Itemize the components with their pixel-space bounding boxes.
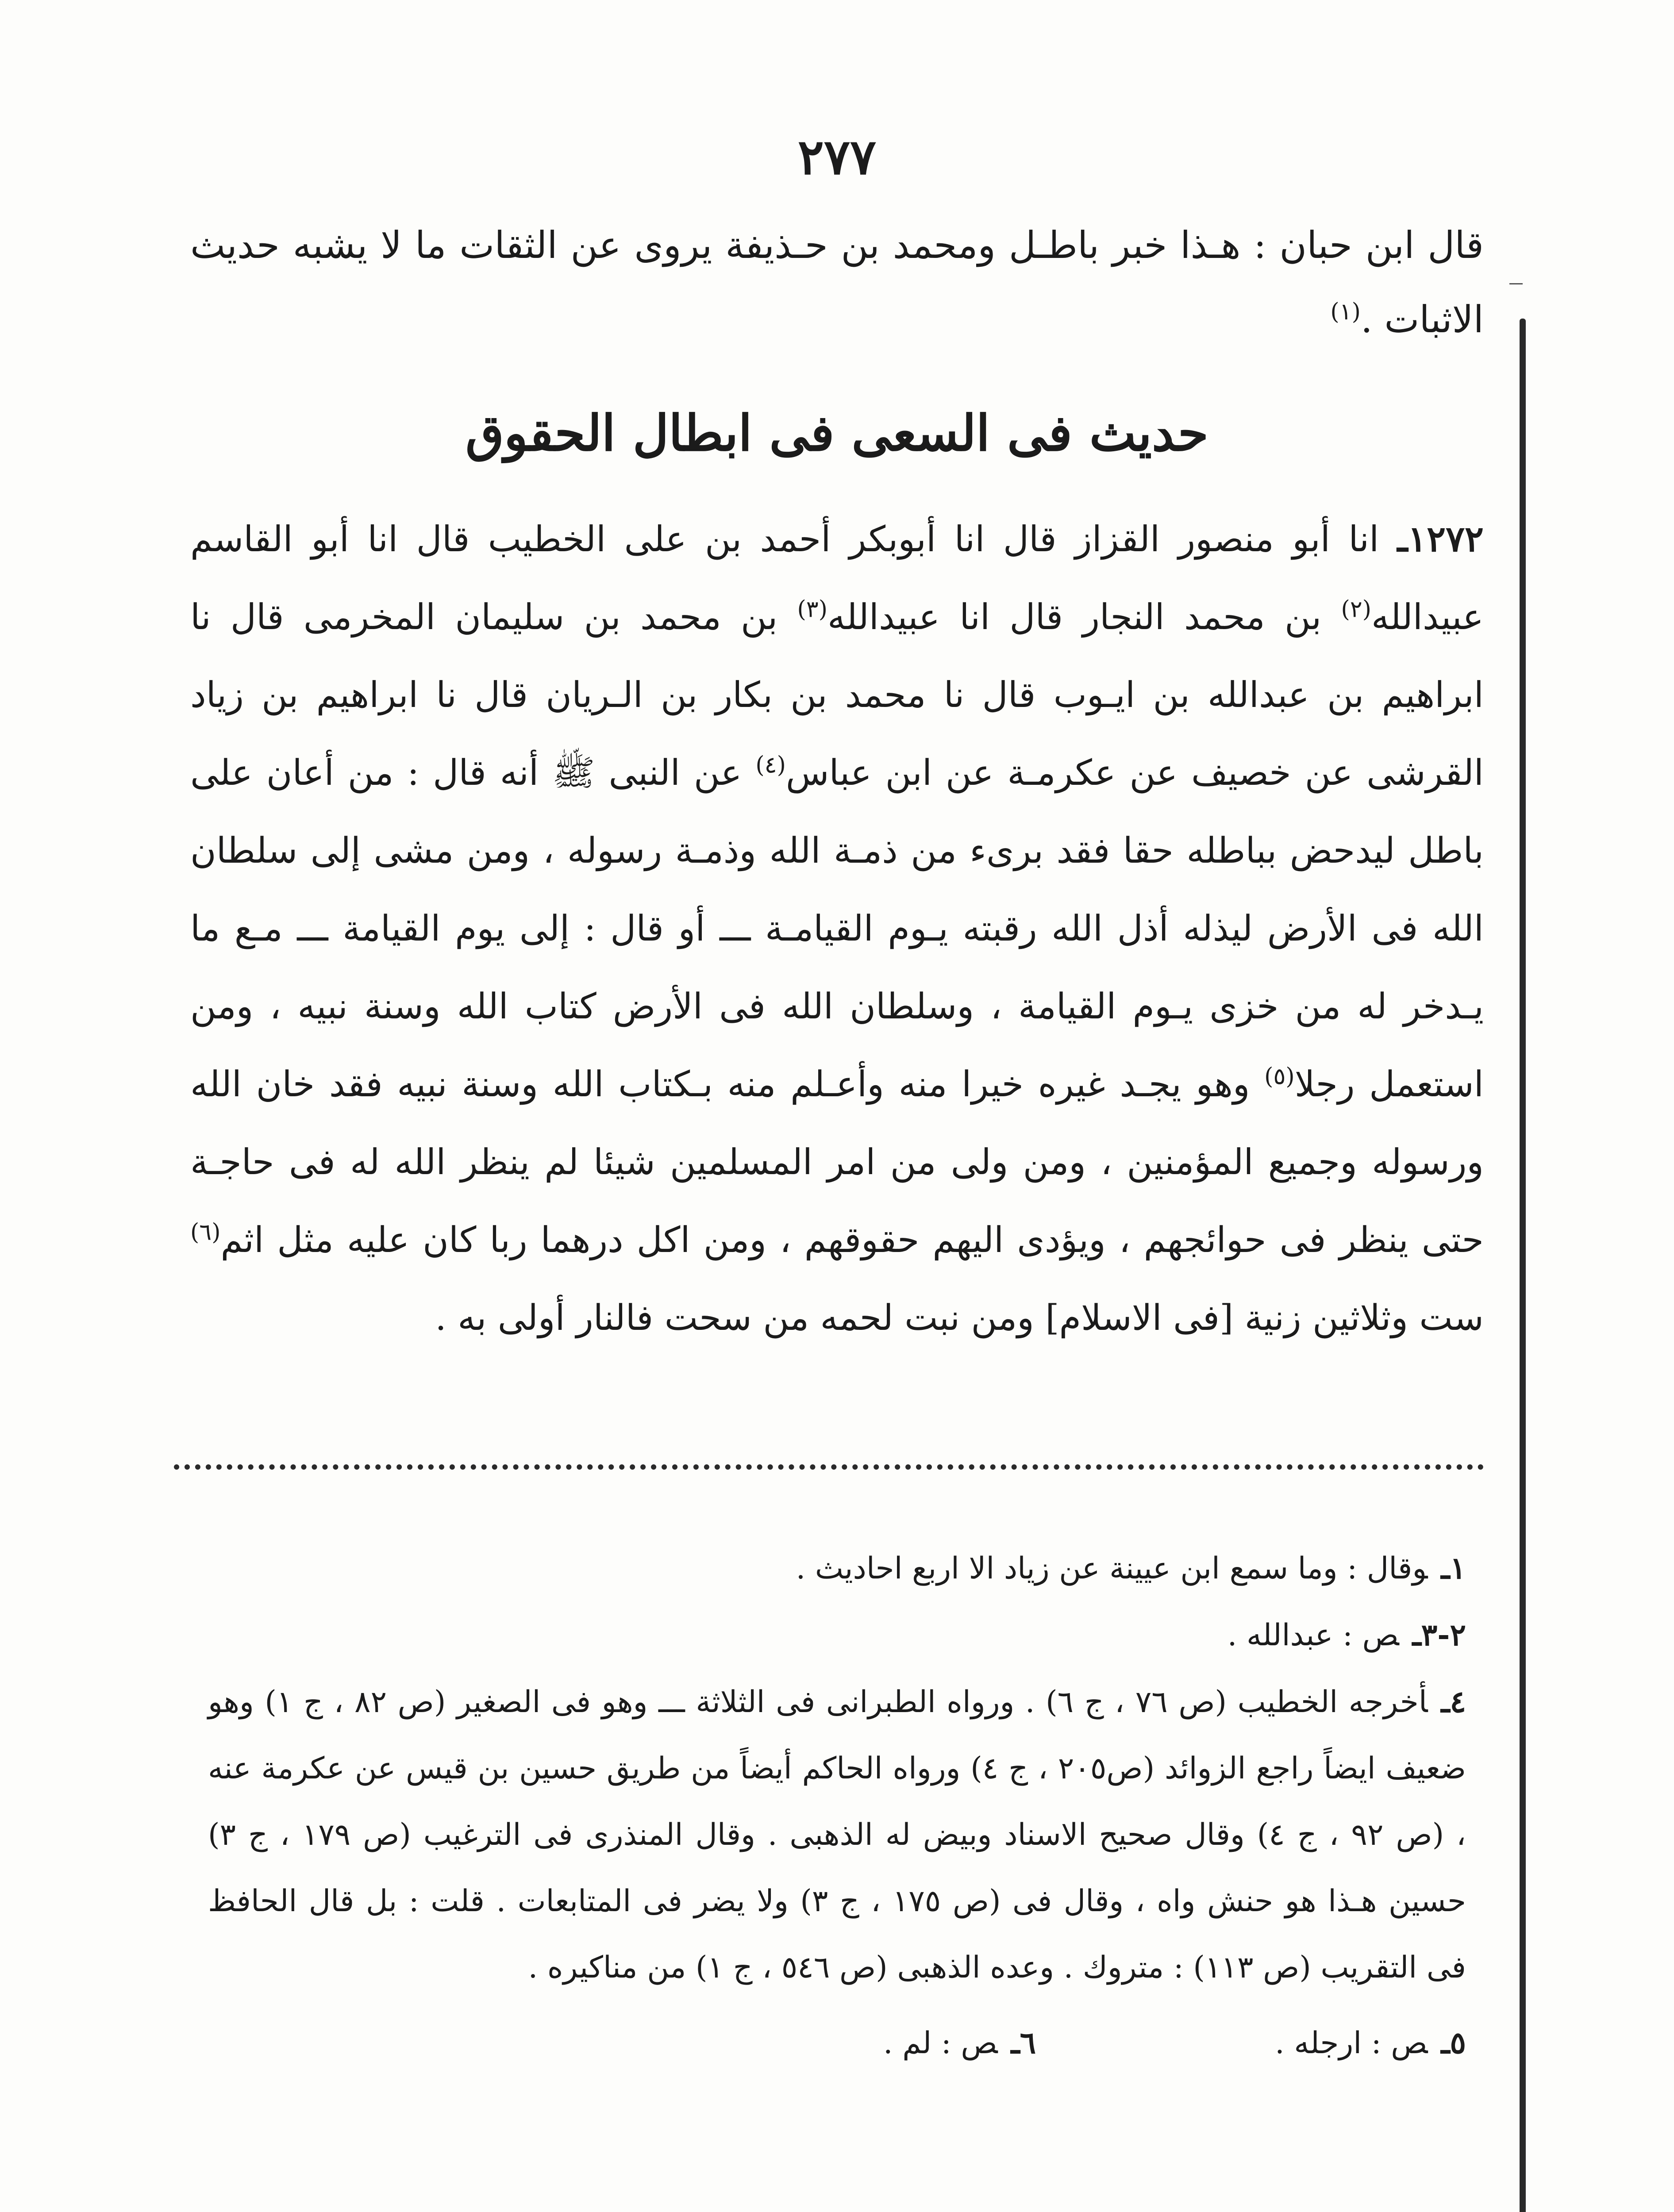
binding-edge <box>1520 319 1526 2212</box>
intro-text: قال ابن حبان : هـذا خبر باطـل ومحمد بن حـذيفة يروى عن الثقات ما لا يشبه حديث الاثبات . <box>190 223 1484 341</box>
footnote-row-5-6 <box>208 2010 1466 2077</box>
footnote-divider <box>174 1464 1484 1470</box>
footnote-ref-5: (٥) <box>1264 1063 1295 1090</box>
footnote-ref-6: (٦) <box>190 1219 221 1246</box>
footnote-ref-4: (٤) <box>755 752 786 779</box>
footnote-number: ٢-٣ـ <box>1412 1617 1466 1653</box>
footnote-ref-1: (١) <box>1330 299 1361 325</box>
footnote-text: وقال : وما سمع ابن عيينة عن زياد الا اربع احاديث . <box>796 1551 1428 1586</box>
hadith-number: ١٢٧٢ـ <box>1397 518 1484 560</box>
hadith-segment: وهو يجـد غيره خيرا منه وأعـلم منه بـكتاب الله وسنة نبيه فقد خان الله ورسوله وجميع المؤمنين ، ومن ولى من امر المسلمين شيئا لم ينظر الله له فى حاجـة حتى ينظر فى حوائجهم ، ويؤدى اليهم حقوقهم ، ومن اكل درهما ربا كان عليه مثل اثم <box>190 1064 1484 1260</box>
intro-paragraph <box>190 208 1484 357</box>
footnote-ref-3: (٣) <box>797 596 828 623</box>
footnote-number: ٥ـ <box>1441 2025 1466 2061</box>
section-heading: حديث فى السعى فى ابطال الحقوق <box>465 404 1209 462</box>
footnote-text: ص : لم . <box>883 2026 998 2061</box>
hadith-segment: بن محمد بن سليمان المخرمى قال نا ابراهيم بن عبدالله بن ايـوب قال نا محمد بن بكار بن الـريان قال نا ابراهيم بن زياد القرشى عن خصيف عن عكرمـة عن ابن عباس <box>190 596 1484 793</box>
footnote-text: ص : عبدالله . <box>1227 1618 1399 1653</box>
hadith-segment: عن النبى ﷺ أنه قال : من أعان على باطل ليدحض بباطله حقا فقد برىء من ذمـة الله وذمـة رسوله ، ومن مشى إلى سلطان الله فى الأرض ليذله أذل الله رقبته يـوم القيامـة ـــ أو قال : إلى يوم القيامة ـــ مـع ما يـدخر له من خزى يـوم القيامة ، وسلطان الله فى الأرض كتاب الله وسنة نبيه ، ومن استعمل رجلا <box>190 752 1484 1105</box>
footnote-number: ٦ـ <box>1011 2025 1036 2061</box>
footnote-6 <box>883 2010 1036 2077</box>
page-number: ٢٧٧ <box>797 128 877 185</box>
footnote-5 <box>1275 2010 1466 2077</box>
footnote-1 <box>208 1535 1466 1602</box>
hadith-segment: ست وثلاثين زنية [فى الاسلام] ومن نبت لحمه من سحت فالنار أولى به . <box>435 1297 1484 1338</box>
footnotes <box>208 1535 1466 2077</box>
footnote-2-3 <box>208 1602 1466 1669</box>
binding-mark <box>1509 283 1523 284</box>
hadith-segment: بن محمد النجار قال انا عبيدالله <box>827 596 1341 637</box>
hadith-paragraph <box>190 500 1484 1357</box>
footnote-text: أخرجه الخطيب (ص ٧٦ ، ج ٦) . ورواه الطبرانى فى الثلاثة ـــ وهو فى الصغير (ص ٨٢ ، ج ١) وهو ضعيف ايضاً راجع الزوائد (ص٢٠٥ ، ج ٤) ورواه الحاكم أيضاً من طريق حسين بن قيس عن عكرمة عنه ، (ص ٩٢ ، ج ٤) وقال صحيح الاسناد وبيض له الذهبى . وقال المنذرى فى الترغيب (ص ١٧٩ ، ج ٣) حسين هـذا هو حنش واه ، وقال فى (ص ١٧٥ ، ج ٣) ولا يضر فى المتابعات . قلت : بل قال الحافظ فى التقريب (ص ١١٣) : متروك . وعده الذهبى (ص ٥٤٦ ، ج ١) من مناكيره . <box>208 1685 1466 1985</box>
footnote-number: ٤ـ <box>1441 1684 1466 1720</box>
footnote-number: ١ـ <box>1441 1551 1466 1586</box>
footnote-4 <box>208 1669 1466 2001</box>
footnote-ref-2: (٢) <box>1341 596 1372 623</box>
footnote-text: ص : ارجله . <box>1275 2026 1428 2061</box>
hadith-segment: انا أبو منصور القزاز قال انا أبوبكر أحمد بن على الخطيب قال انا أبو القاسم عبيدالله <box>190 518 1484 637</box>
